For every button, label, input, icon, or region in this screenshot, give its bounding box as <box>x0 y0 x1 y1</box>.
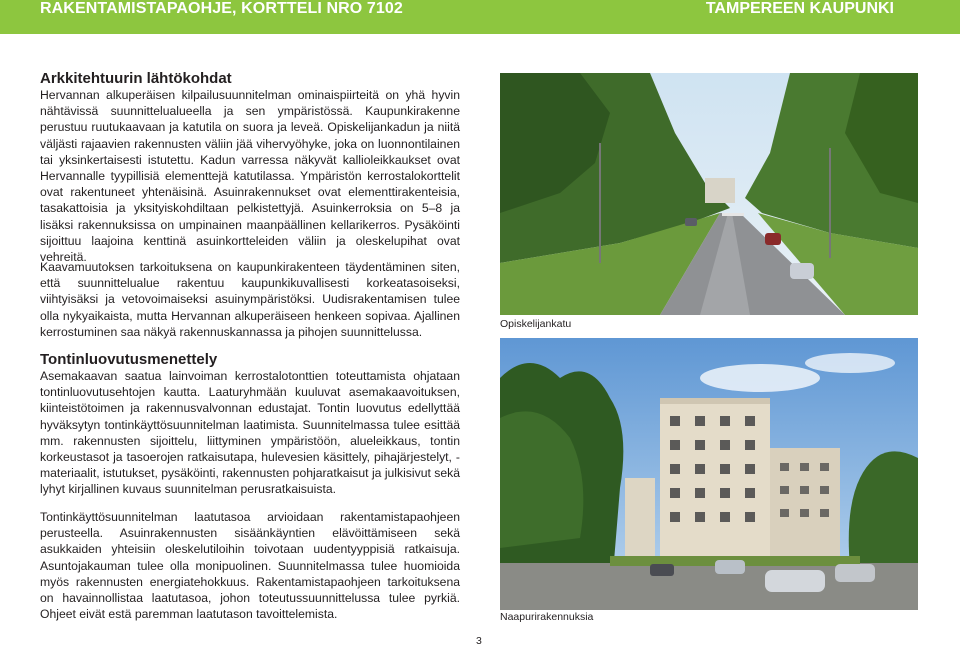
header-bar <box>0 0 960 34</box>
section-plot-transfer <box>40 351 460 498</box>
photo-buildings <box>500 338 918 610</box>
photo-street-caption: Opiskelijankatu <box>500 318 572 330</box>
paragraph-plot-transfer-2-wrap <box>40 509 460 622</box>
section-heading-plot-transfer: Tontinluovutusmenettely <box>40 351 218 368</box>
paragraph-architecture-2: Kaavamuutoksen tarkoituksena on kaupunkirakenteen täydentäminen siten, että suunnittelualue rakentuu kaupunkikuvallisesti korkeatasoiseksi, viihtyisäksi ja vetovoimaiseksi asuinympäristöksi. Uudisrakentamisen tulee olla nykyaikaista, mutta Hervannan alkuperäiseen henkeen sopivaa. Ajallinen kerrostuminen saa näkyä rakennuskannassa ja pihojen suunnittelussa. <box>40 260 460 339</box>
paragraph-architecture-1: Hervannan alkuperäisen kilpailusuunnitelman ominaispiirteitä on yhä hyvin nähtävissä suunnittelualueella ja sen ympäristössä. Kaupunkirakenne perustuu ruutukaavaan ja katutila on suora ja leveä. Opiskelijankadun ja niitä väljästi rajaavien rakennusten väliin jää vihervyöhyke, joka on luonnontilainen tai yksinkertaisesti istutettu. Kadun varressa näkyvät kallioleikkaukset ovat Hervannalle tyypillisiä elementtejä katutilassa. Ympäristön kerrostalokorttelit ovat rakentuneet yhtenäisinä. Asuinrakennukset ovat elementtirakenteisia, tasakattoisia ja yksityiskohdiltaan pelkistettyjä. Asuinkerroksia on 5–8 ja lisäksi rakennuksissa on umpinainen maanpäällinen kellarikerros. Pysäköinti sijoittuu laajoina kenttinä asuinkortteleiden väliin ja oleskelupihat ovat vehreitä. <box>40 88 460 265</box>
photo-street <box>500 73 918 315</box>
paragraph-plot-transfer-1: Asemakaavan saatua lainvoiman kerrostalotonttien toteuttamista ohjataan tontinluovutusehtojen kautta. Laaturyhmään kuuluvat asemakaavoituksen, kiinteistötoimen ja rakennusvalvonnan edustajat. Tontin luovutus edellyttää hyväksytyn tontinkäyttösuunnitelman laatimista. Suunnitelmassa tulee esittää mm. rakennusten sijoittelu, liittyminen ympäristöön, alueleikkaus, tontin korkeustasot ja tasoerojen ratkaisutapa, hulevesien käsittely, pihajärjestelyt, -materiaalit, istutukset, pysäköinti, rakennusten pohjaratkaisut ja julkisivut sekä lyhyt kirjallinen kuvaus suunnitelman perusratkaisuista. <box>40 369 460 497</box>
page-number: 3 <box>476 635 482 646</box>
paragraph-architecture-2-wrap <box>40 259 460 340</box>
document-title: RAKENTAMISTAPAOHJE, KORTTELI NRO 7102 <box>40 0 403 17</box>
section-heading-architecture: Arkkitehtuurin lähtökohdat <box>40 70 232 87</box>
photo-buildings-caption: Naapurirakennuksia <box>500 611 594 623</box>
section-architecture <box>40 70 460 265</box>
organization-name: TAMPEREEN KAUPUNKI <box>705 0 894 17</box>
paragraph-plot-transfer-2: Tontinkäyttösuunnitelman laatutasoa arvioidaan rakentamistapaohjeen perusteella. Asuinrakennusten sisäänkäyntien elävöittämiseen sekä asukkaiden yhteisiin oleskelutiloihin toivotaan uudentyyppisiä ratkaisuja. Asuntojakauman tulee olla monipuolinen. Suunnitelmassa tulee huomioida myös rakennusten energiatehokkuus. Rakentamistapaohjeen tarkoituksena on havainnollistaa laatutasoa, johon toteutussuunnittelussa tulee pyrkiä. Ohjeet eivät estä paremman laatutason tavoittelemista. <box>40 510 460 622</box>
